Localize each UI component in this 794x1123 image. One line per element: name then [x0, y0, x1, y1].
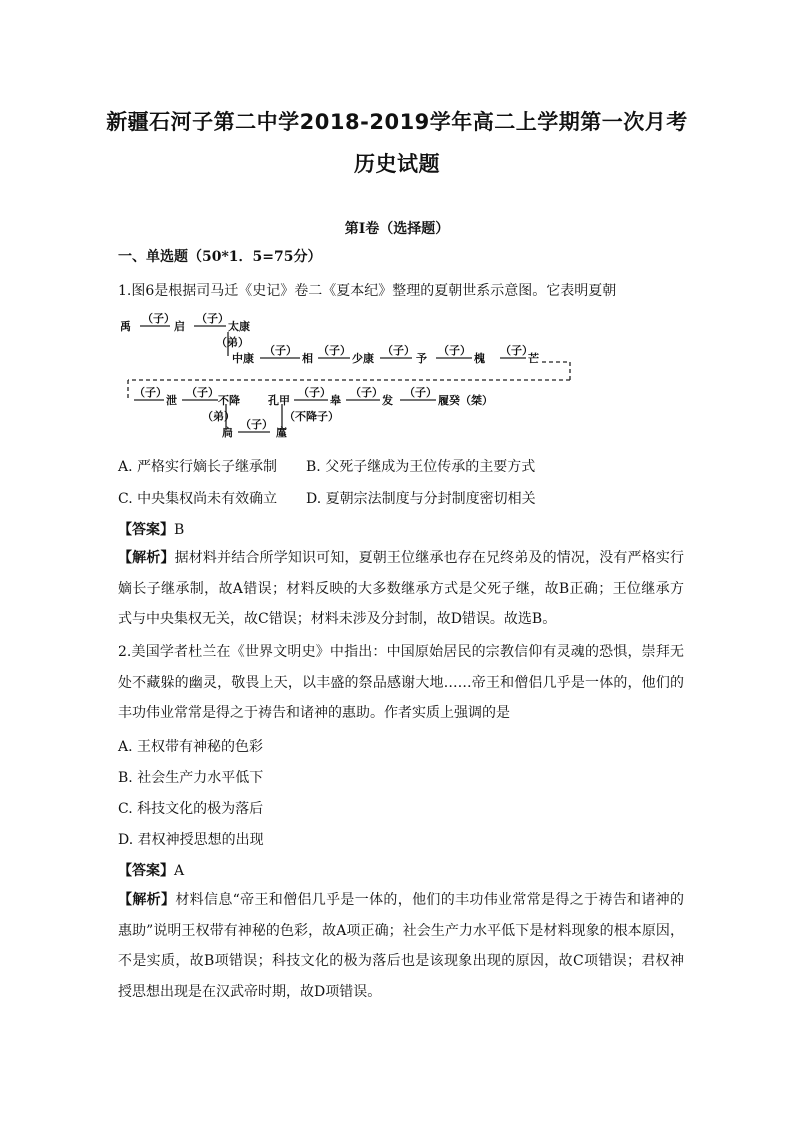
king-label: 相: [302, 352, 313, 365]
exam-subject: 历史试题: [354, 152, 440, 176]
king-label: 发: [382, 394, 393, 407]
relation-label: （不降子）: [284, 410, 339, 423]
relation-label: （子）: [500, 344, 533, 357]
question-2-option-b: B. 社会生产力水平低下: [118, 770, 264, 786]
relation-label: （子）: [186, 386, 219, 399]
question-2-answer: [118, 862, 684, 880]
king-label: 禹: [120, 320, 131, 333]
section-title: 第Ⅰ卷（选择题）: [344, 221, 450, 237]
king-label: 泄: [166, 394, 177, 407]
king-label: 中康: [232, 352, 254, 365]
relation-label: （子）: [264, 344, 297, 357]
analysis-label: 【解析】: [118, 550, 175, 566]
xia-lineage-diagram: [118, 308, 588, 443]
relation-label: （子）: [350, 386, 383, 399]
question-1-option-d: D. 夏朝宗法制度与分封制度密切相关: [306, 491, 536, 507]
king-label: 太康: [228, 320, 250, 333]
question-2-option-c: C. 科技文化的极为落后: [118, 801, 264, 817]
analysis-label: 【解析】: [118, 892, 176, 908]
question-1-option-b: B. 父死子继成为王位传承的主要方式: [306, 459, 536, 475]
question-1-answer: [118, 521, 684, 539]
king-label: 不降: [218, 394, 240, 407]
king-label: 履癸（桀）: [438, 394, 493, 407]
answer-label: 【答案】: [118, 522, 174, 538]
answer-value: A: [174, 863, 185, 879]
king-label: 少康: [352, 352, 374, 365]
question-type-heading: 一、单选题（50*1．5=75分）: [118, 249, 322, 265]
answer-value: B: [174, 522, 185, 538]
question-2-option-d: D. 君权神授思想的出现: [118, 832, 264, 848]
relation-label: （弟）: [202, 410, 235, 423]
relation-label: （子）: [382, 344, 415, 357]
relation-label: （子）: [318, 344, 351, 357]
king-label: 廑: [276, 426, 287, 439]
question-1-option-a: A. 严格实行嫡长子继承制: [118, 459, 278, 475]
king-label: 槐: [474, 352, 485, 365]
king-label: 启: [174, 320, 185, 333]
analysis-text: 据材料并结合所学知识可知，夏朝王位继承也存在兄终弟及的情况，没有严格实行嫡长子继承制，故A错误；材料反映的大多数继承方式是父死子继，故B正确；王位继承方式与中央集权无关，故C错误；材料未涉及分封制，故D错误。故选B。: [118, 550, 685, 627]
question-2-stem: 2.美国学者杜兰在《世界文明史》中指出：中国原始居民的宗教信仰有灵魂的恐惧，崇拜无处不藏躲的幽灵，敬畏上天，以丰盛的祭品感谢大地……帝王和僧侣几乎是一体的，他们的丰功伟业常常是得之于祷告和诸神的惠助。作者实质上强调的是: [118, 644, 684, 721]
relation-label: （子）: [134, 386, 167, 399]
question-1-analysis: [118, 543, 684, 635]
king-label: 孔甲: [268, 394, 290, 407]
king-label: 扃: [222, 426, 233, 439]
relation-label: （子）: [438, 344, 471, 357]
analysis-text: 材料信息“帝王和僧侣几乎是一体的，他们的丰功伟业常常是得之于祷告和诸神的惠助”说明王权带有神秘的色彩，故A项正确；社会生产力水平低下是材料现象的根本原因，不是实质，故B项错误；科技文化的极为落后也是该现象出现的原因，故C项错误；君权神授思想出现是在汉武帝时期，故D项错误。: [118, 892, 685, 1000]
king-label: 予: [416, 352, 427, 365]
king-label: 芒: [528, 352, 539, 365]
question-1-option-c: C. 中央集权尚未有效确立: [118, 491, 278, 507]
relation-label: （子）: [404, 386, 437, 399]
exam-title: 新疆石河子第二中学2018-2019学年高二上学期第一次月考: [106, 110, 688, 134]
answer-label: 【答案】: [118, 863, 174, 879]
relation-label: （子）: [240, 418, 273, 431]
question-2-analysis: [118, 885, 684, 1007]
question-2-option-a: A. 王权带有神秘的色彩: [118, 739, 264, 755]
relation-label: （子）: [196, 312, 229, 325]
relation-label: （子）: [298, 386, 331, 399]
king-label: 皋: [330, 394, 341, 407]
relation-label: （弟）: [216, 336, 249, 349]
question-1-stem: 1.图6是根据司马迁《史记》卷二《夏本纪》整理的夏朝世系示意图。它表明夏朝: [118, 283, 617, 299]
relation-label: （子）: [142, 312, 175, 325]
